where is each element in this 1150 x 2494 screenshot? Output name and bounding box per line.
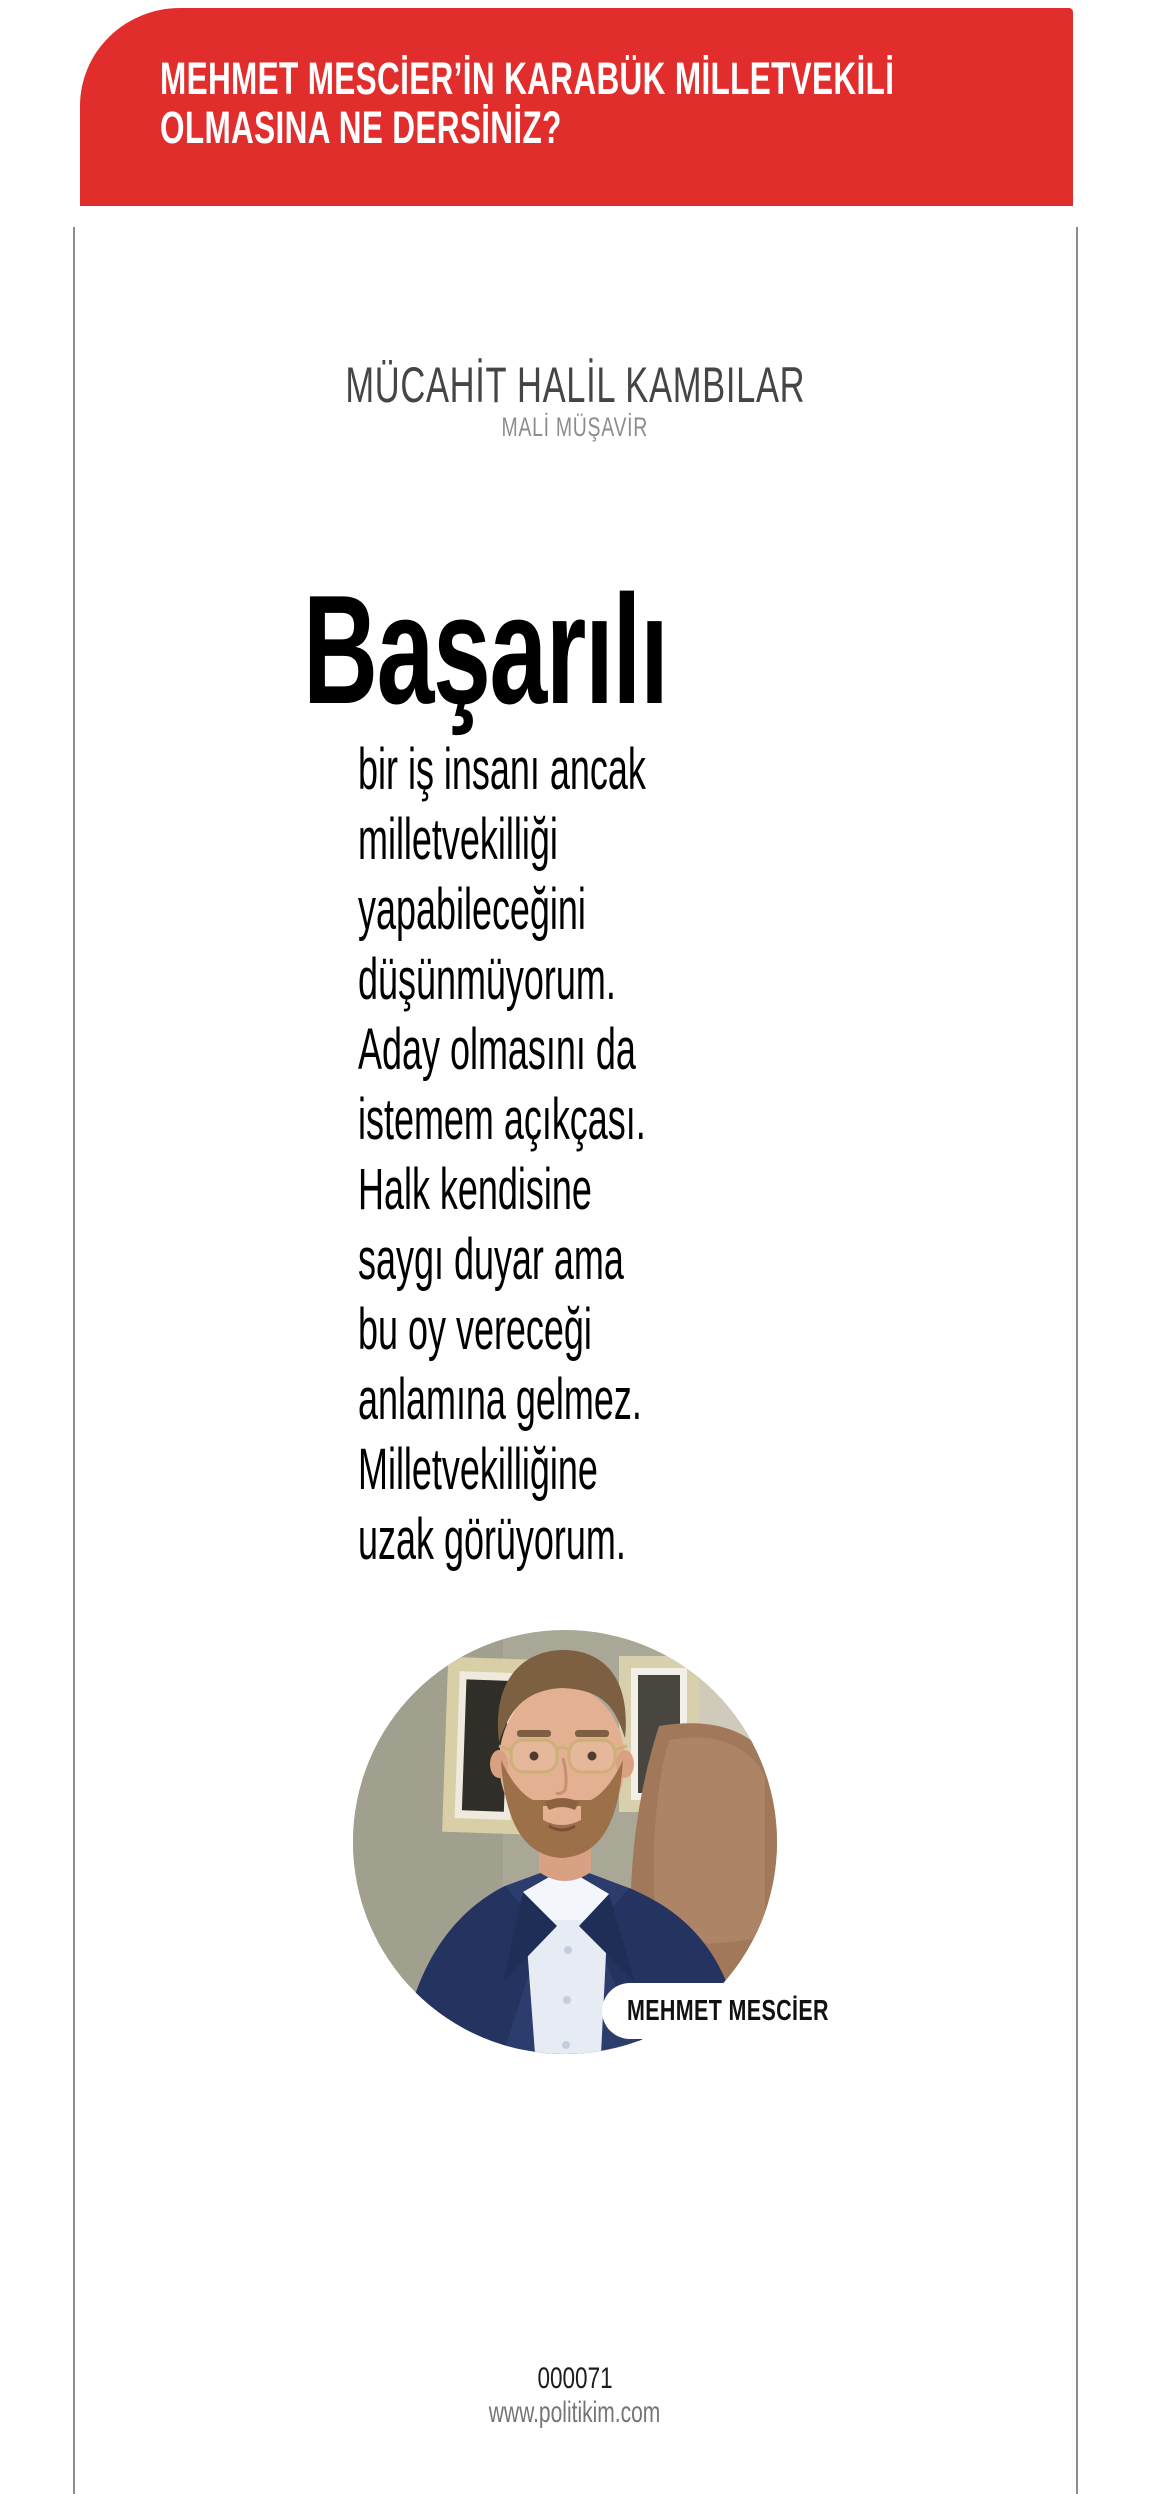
- interviewee-name-text: MÜCAHİT HALİL KAMBILAR: [345, 357, 805, 413]
- page-border-left: [73, 227, 75, 2494]
- bubble-tail: [612, 2029, 674, 2071]
- interviewee-title-text: MALİ MÜŞAVİR: [501, 412, 649, 442]
- footer-code: [0, 2362, 1150, 2396]
- quote-line: düşünmüyorum.: [358, 947, 616, 1012]
- quote-line: istemem açıkçası.: [358, 1087, 646, 1152]
- footer-website-text: www.politikim.com: [489, 2396, 661, 2429]
- question-line-2: OLMASINA NE DERSİNİZ?: [160, 102, 562, 153]
- question-line-1: MEHMET MESCİER’İN KARABÜK MİLLETVEKİLİ: [160, 53, 895, 104]
- quote-line: yapabileceğini: [358, 877, 586, 942]
- question-banner: [80, 8, 1073, 206]
- quote-line: milletvekilliği: [358, 807, 558, 872]
- quote-body: [358, 735, 822, 1575]
- name-bubble: [602, 1983, 858, 2039]
- quote-line: uzak görüyorum.: [358, 1507, 626, 1572]
- interviewee-title: [0, 412, 1150, 443]
- quote-lead-word: Başarılı: [303, 563, 668, 736]
- quote-line: Milletvekilliğine: [358, 1437, 598, 1502]
- footer-website: [0, 2396, 1150, 2430]
- quote-line: Aday olmasını da: [358, 1017, 636, 1082]
- question-banner-text: [160, 54, 1150, 152]
- quote-line: saygı duyar ama: [358, 1227, 624, 1292]
- page-border-right: [1076, 227, 1078, 2494]
- interviewee-name: [0, 356, 1150, 414]
- quote-line: anlamına gelmez.: [358, 1367, 642, 1432]
- quote-line: Halk kendisine: [358, 1157, 592, 1222]
- name-bubble-caption: MEHMET MESCİER: [627, 1994, 829, 2027]
- quote-line: bu oy vereceği: [358, 1297, 592, 1362]
- footer-code-text: 000071: [537, 2362, 613, 2395]
- quote-line: bir iş insanı ancak: [358, 737, 646, 802]
